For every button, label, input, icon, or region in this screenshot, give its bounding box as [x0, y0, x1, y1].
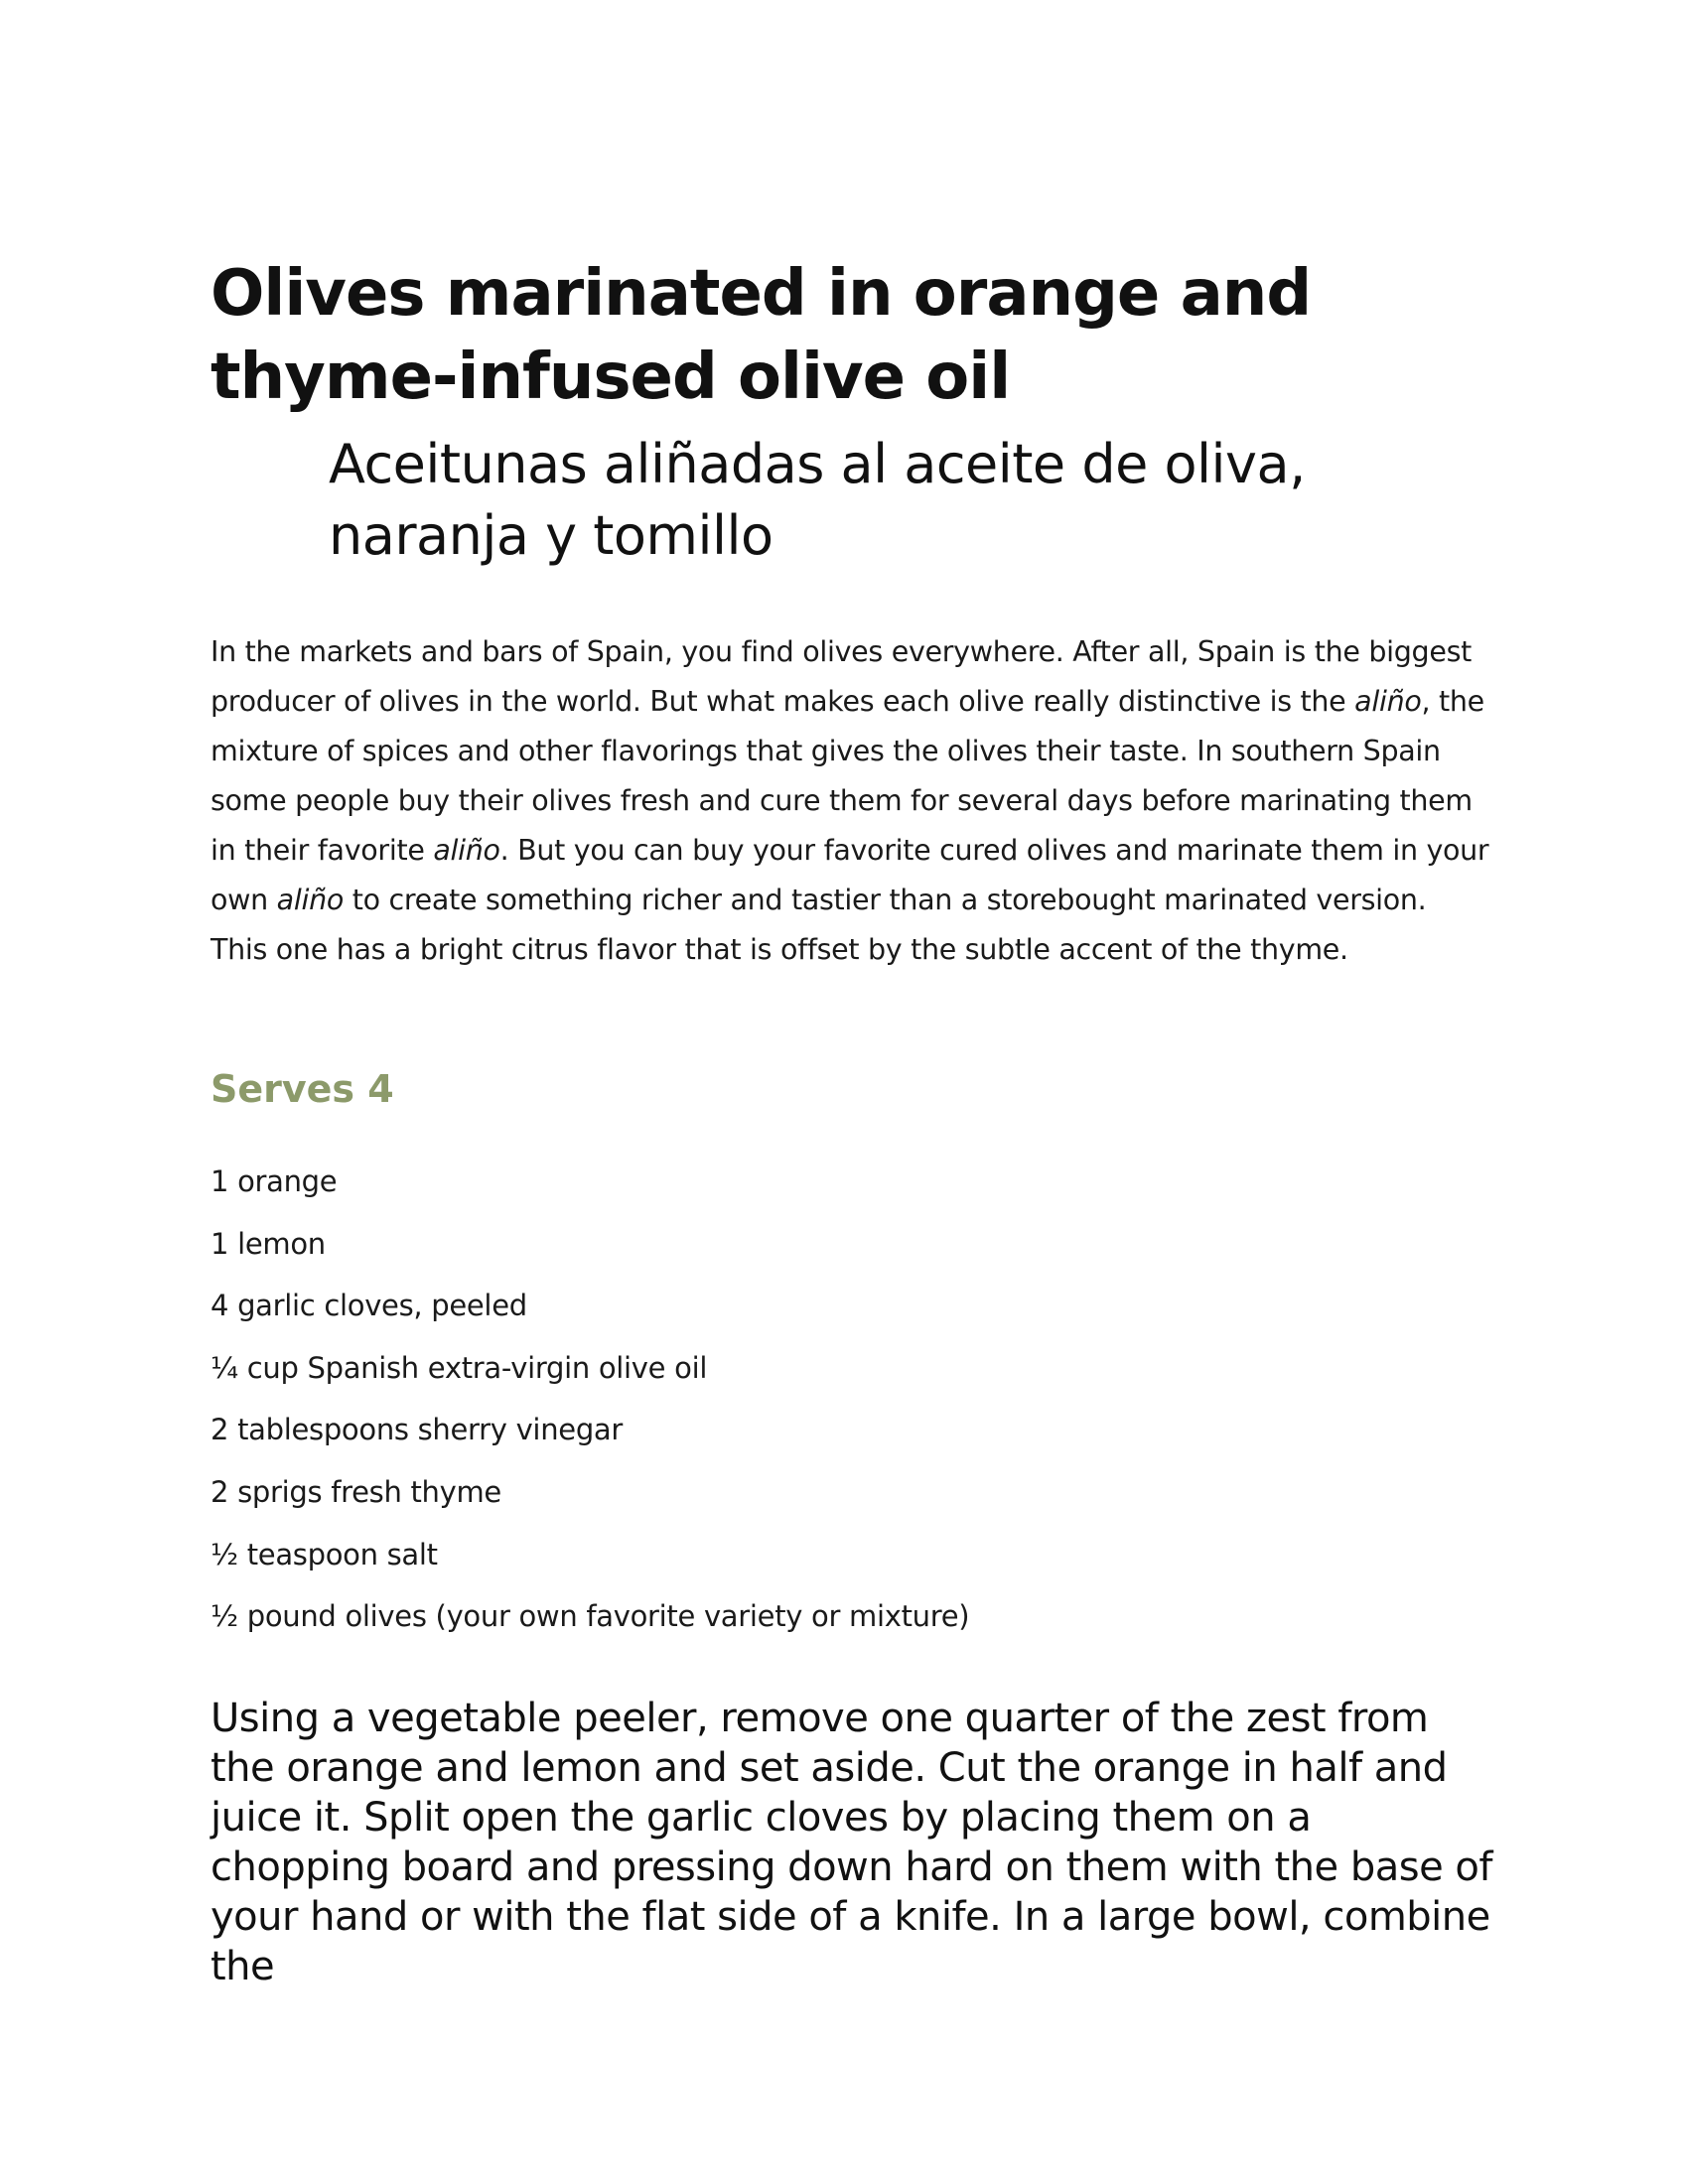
ingredient-item: 4 garlic cloves, peeled	[211, 1289, 527, 1323]
intro-text-4: to create something richer and tastier than a storebought marinated version. This one has a bright citrus flavor that is offset by the subtle accent of the thyme.	[211, 884, 1427, 966]
intro-paragraph	[211, 627, 1491, 975]
ingredient-item: 2 sprigs fresh thyme	[211, 1474, 501, 1509]
ingredient-item: ½ pound olives (your own favorite variety or mixture)	[211, 1599, 970, 1634]
serves-heading: Serves 4	[211, 1067, 394, 1111]
intro-term-alino: aliño	[1354, 685, 1422, 718]
ingredients-list	[211, 1161, 1402, 1659]
intro-term-alino: aliño	[276, 884, 344, 916]
ingredient-item: 1 lemon	[211, 1226, 326, 1261]
method-paragraph: Using a vegetable peeler, remove one quarter of the zest from the orange and lemon and set aside. Cut the orange in half and juice it. Split open the garlic cloves by placing them on a chopping board and pressing down hard on them with the base of your hand or with the flat side of a knife. In a large bowl, combine the	[211, 1696, 1492, 1989]
ingredient-item: 2 tablespoons sherry vinegar	[211, 1413, 624, 1447]
intro-text-1: In the markets and bars of Spain, you find olives everywhere. After all, Spain is the biggest producer of olives in the world. But what makes each olive really distinctive is the	[211, 635, 1472, 718]
intro-text-3: . But you can buy your favorite cured olives and marinate them in your own	[211, 834, 1489, 916]
recipe-subtitle-spanish: Aceitunas aliñadas al aceite de oliva, naranja y tomillo	[329, 433, 1306, 567]
ingredient-item: ¼ cup Spanish extra-virgin olive oil	[211, 1350, 708, 1385]
ingredient-item: ½ teaspoon salt	[211, 1537, 438, 1571]
recipe-title: Olives marinated in orange and thyme-infused olive oil	[211, 257, 1312, 414]
ingredient-item: 1 orange	[211, 1164, 338, 1198]
intro-term-alino: aliño	[433, 834, 500, 867]
intro-text-2: , the mixture of spices and other flavorings that gives the olives their taste. In southern Spain some people buy their olives fresh and cure them for several days before marinating them in their favorite	[211, 685, 1484, 867]
